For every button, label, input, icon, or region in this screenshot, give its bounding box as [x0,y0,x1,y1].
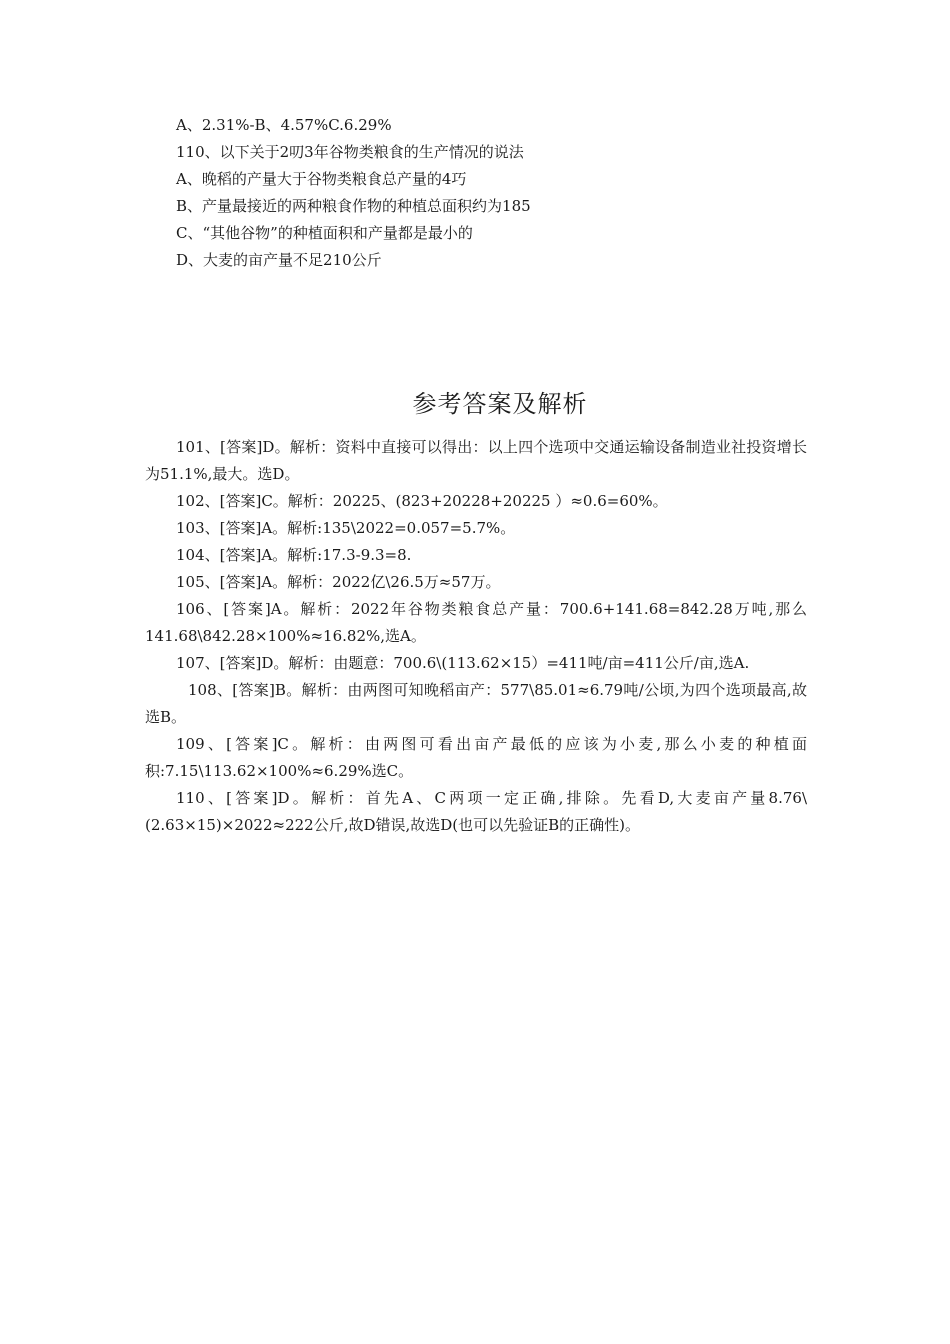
answer-107: 107、[答案]D。解析：由题意：700.6\(113.62×15）=411吨/亩=411公斤/亩,选A. [176,654,750,672]
answer-109: 109、[答案]C。解析：由两图可看出亩产最低的应该为小麦,那么小麦的种植面积:7.15\113.62×100%≈6.29%选C。 [145,735,807,780]
question-110-option-b: B、产量最接近的两种粮食作物的种植总面积约为185 [176,197,531,215]
answer-105: 105、[答案]A。解析：2022亿\26.5万≈57万。 [176,573,501,591]
answer-106: 106、[答案]A。解析：2022年谷物类粮食总产量：700.6+141.68=842.28万吨,那么141.68\842.28×100%≈16.82%,选A。 [145,600,807,645]
section-title: 参考答案及解析 [412,390,588,418]
question-109-options: A、2.31%-B、4.57%C.6.29% [176,116,392,134]
question-options [176,112,816,274]
answer-108: 108、[答案]B。解析：由两图可知晚稻亩产：577\85.01≈6.79吨/公顷,为四个选项最高,故选B。 [145,681,807,726]
answer-104: 104、[答案]A。解析:17.3-9.3=8. [176,546,412,564]
answer-list [145,434,807,839]
question-110-stem: 110、以下关于2叨3年谷物类粮食的生产情况的说法 [176,143,524,161]
answer-101: 101、[答案]D。解析：资料中直接可以得出：以上四个选项中交通运输设备制造业社投资增长为51.1%,最大。选D。 [145,438,807,483]
answer-103: 103、[答案]A。解析:135\2022=0.057=5.7%。 [176,519,516,537]
question-110-option-d: D、大麦的亩产量不足210公斤 [176,251,382,269]
answer-102: 102、[答案]C。解析：20225、(823+20228+20225 ）≈0.6=60%。 [176,492,668,510]
question-110-option-a: A、晚稻的产量大于谷物类粮食总产量的4巧 [176,170,467,188]
question-110-option-c: C、“其他谷物”的种植面积和产量都是最小的 [176,224,473,242]
answer-110: 110、[答案]D。解析：首先A、C两项一定正确,排除。先看D,大麦亩产量8.76\(2.63×15)×2022≈222公斤,故D错误,故选D(也可以先验证B的正确性)。 [145,789,807,834]
